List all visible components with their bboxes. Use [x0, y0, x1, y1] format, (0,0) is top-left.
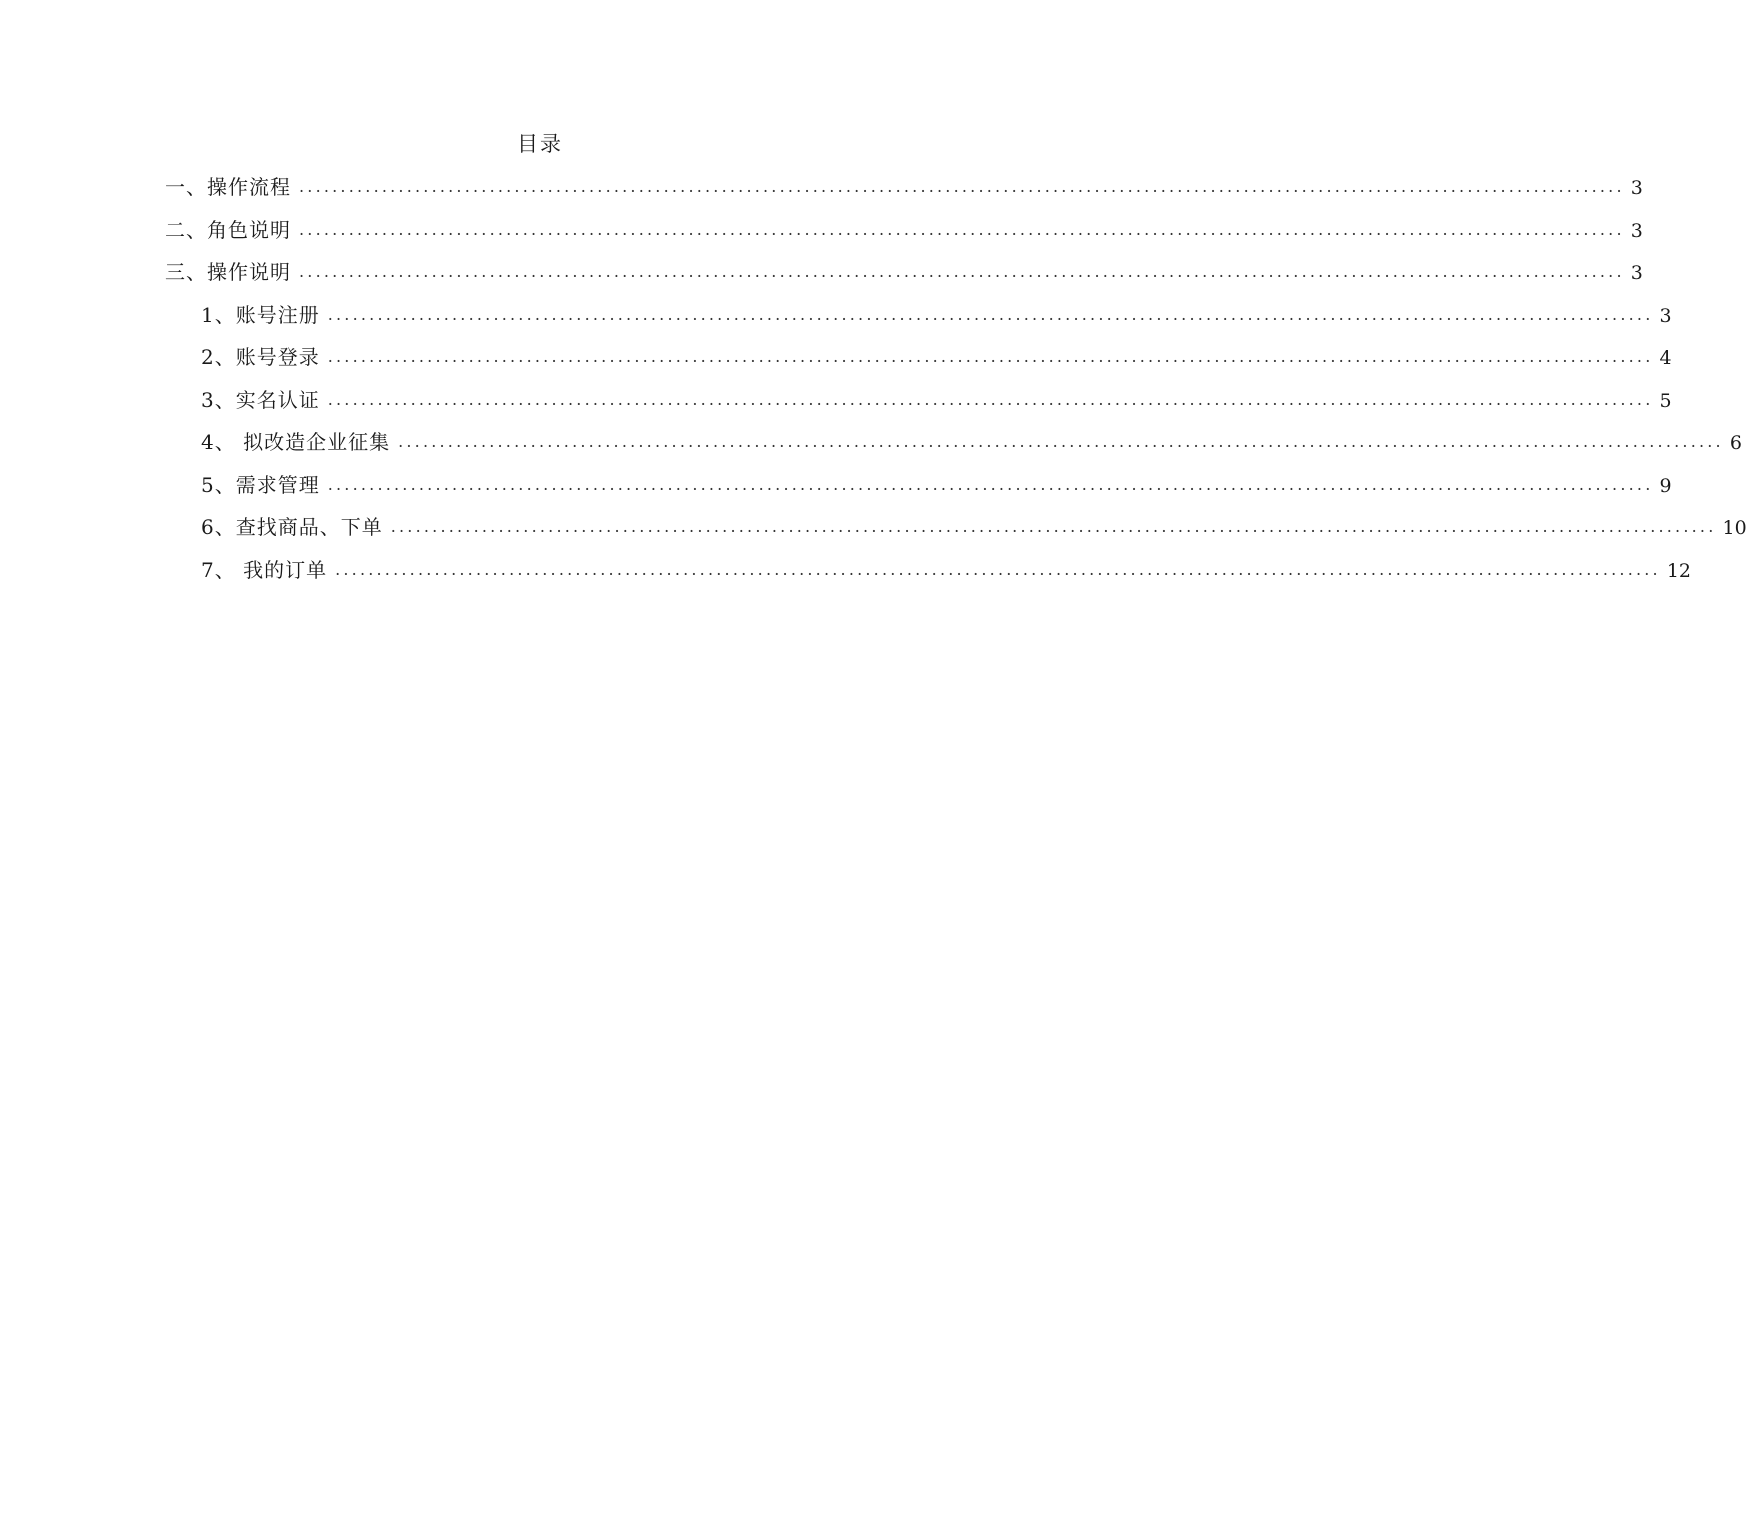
- toc-entry-label: 3、实名认证: [201, 387, 320, 412]
- table-of-contents: [165, 166, 1747, 591]
- toc-entry-label: 7、 我的订单: [201, 557, 328, 582]
- toc-entry-demand-management[interactable]: [165, 464, 1672, 507]
- toc-dot-leader: ................................................................................................................................................................: [327, 304, 1654, 324]
- toc-dot-leader: ................................................................................................................................................................: [299, 262, 1625, 281]
- toc-dot-leader: ................................................................................................................................................................: [327, 389, 1654, 409]
- toc-entry-real-name-verification[interactable]: [165, 379, 1672, 422]
- toc-entry-label: 一、操作流程: [165, 175, 291, 199]
- toc-entry-role-description[interactable]: [165, 209, 1643, 252]
- toc-entry-page-number: 10: [1722, 517, 1747, 539]
- toc-entry-label: 2、账号登录: [201, 345, 320, 369]
- toc-entry-enterprise-collection[interactable]: [165, 421, 1742, 464]
- toc-entry-account-registration[interactable]: [165, 294, 1672, 337]
- toc-entry-operation-instructions[interactable]: [165, 251, 1643, 294]
- toc-entry-label: 4、 拟改造企业征集: [201, 430, 391, 454]
- toc-entry-my-orders[interactable]: [165, 549, 1692, 592]
- toc-title: 目录: [517, 132, 563, 156]
- toc-entry-label: 二、角色说明: [165, 217, 291, 242]
- toc-entry-operation-flow[interactable]: [165, 166, 1643, 209]
- toc-dot-leader: ................................................................................................................................................................: [390, 517, 1717, 536]
- toc-entry-page-number: 3: [1659, 304, 1672, 327]
- toc-entry-label: 6、查找商品、下单: [201, 515, 383, 539]
- toc-dot-leader: ................................................................................................................................................................: [299, 219, 1625, 239]
- toc-entry-page-number: 3: [1630, 177, 1643, 199]
- toc-entry-page-number: 5: [1659, 389, 1672, 412]
- toc-entry-page-number: 9: [1659, 474, 1672, 497]
- toc-entry-page-number: 3: [1630, 219, 1643, 242]
- toc-dot-leader: ................................................................................................................................................................: [327, 347, 1654, 366]
- toc-entry-label: 1、账号注册: [201, 302, 320, 327]
- toc-entry-account-login[interactable]: [165, 336, 1672, 379]
- toc-entry-page-number: 4: [1659, 347, 1672, 369]
- toc-entry-label: 三、操作说明: [165, 260, 291, 284]
- toc-entry-page-number: 12: [1666, 559, 1692, 582]
- toc-dot-leader: ................................................................................................................................................................: [335, 559, 1661, 579]
- toc-entry-page-number: 6: [1729, 432, 1742, 454]
- toc-dot-leader: ................................................................................................................................................................: [327, 474, 1654, 494]
- toc-entry-find-goods-order[interactable]: [165, 506, 1747, 549]
- toc-dot-leader: ................................................................................................................................................................: [398, 432, 1724, 451]
- toc-entry-label: 5、需求管理: [201, 472, 320, 497]
- toc-dot-leader: ................................................................................................................................................................: [299, 177, 1625, 196]
- toc-entry-page-number: 3: [1630, 262, 1643, 284]
